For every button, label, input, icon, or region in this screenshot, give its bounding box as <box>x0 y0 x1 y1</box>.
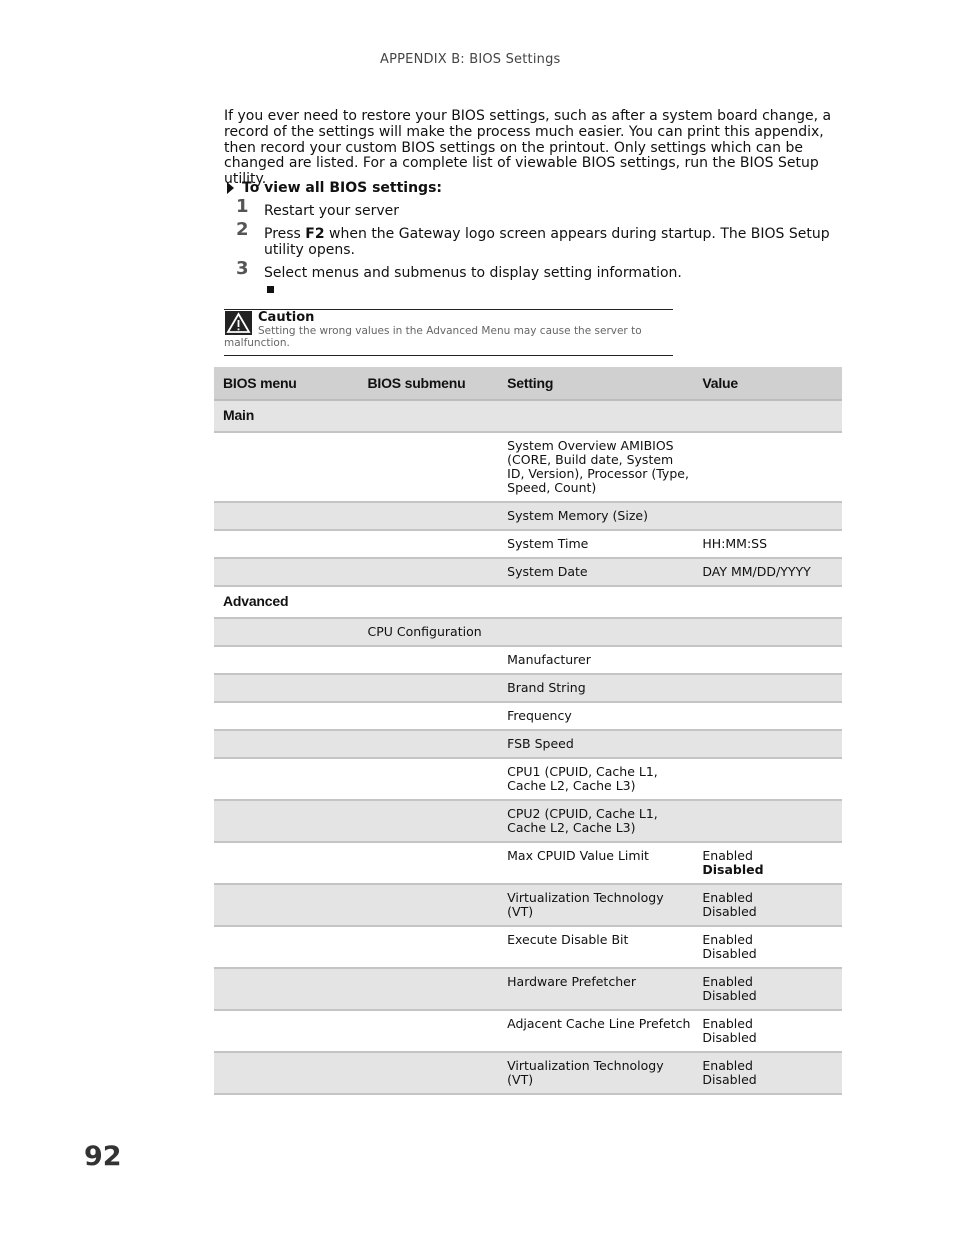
table-row <box>214 730 842 758</box>
setting-cell: Virtualization Technology (VT) <box>498 1052 693 1094</box>
table-row <box>214 968 842 1010</box>
value-option: Disabled <box>702 1030 757 1045</box>
value-cell <box>693 674 842 702</box>
table-row <box>214 1010 842 1052</box>
value-cell <box>693 1010 842 1052</box>
menu-cell <box>214 432 358 502</box>
submenu-cell <box>358 558 498 586</box>
setting-cell: System Overview AMIBIOS (CORE, Build date, System ID, Version), Processor (Type, Speed, Count) <box>498 432 693 502</box>
table-row <box>214 926 842 968</box>
setting-cell: CPU1 (CPUID, Cache L1, Cache L2, Cache L3) <box>498 758 693 800</box>
submenu-cell <box>358 400 498 432</box>
setting-cell <box>498 400 693 432</box>
value-cell <box>693 968 842 1010</box>
value-cell <box>693 502 842 530</box>
caution-box <box>224 309 673 356</box>
submenu-cell <box>358 586 498 618</box>
setting-cell: Adjacent Cache Line Prefetch <box>498 1010 693 1052</box>
value-cell <box>693 432 842 502</box>
caution-title: Caution <box>258 310 315 325</box>
submenu-cell <box>358 432 498 502</box>
page-number: 92 <box>84 1141 122 1172</box>
table-row <box>214 758 842 800</box>
menu-cell <box>214 702 358 730</box>
value-option: Enabled <box>702 1016 753 1031</box>
setting-cell: Max CPUID Value Limit <box>498 842 693 884</box>
caution-text: Setting the wrong values in the Advanced Menu may cause the server to malfunction. <box>224 325 642 349</box>
submenu-cell <box>358 926 498 968</box>
step-text: Select menus and submenus to display setting information. <box>264 265 682 281</box>
triangle-bullet-icon <box>227 182 234 194</box>
setting-cell: System Date <box>498 558 693 586</box>
menu-cell <box>214 842 358 884</box>
header-setting: Setting <box>498 367 693 400</box>
submenu-cell: CPU Configuration <box>358 618 498 646</box>
table-header-row <box>214 367 842 400</box>
table-row <box>214 884 842 926</box>
value-cell <box>693 1052 842 1094</box>
value-cell <box>693 586 842 618</box>
submenu-cell <box>358 530 498 558</box>
table-row <box>214 530 842 558</box>
submenu-cell <box>358 842 498 884</box>
setting-cell: System Memory (Size) <box>498 502 693 530</box>
submenu-cell <box>358 730 498 758</box>
menu-cell: Main <box>214 400 358 432</box>
value-cell <box>693 730 842 758</box>
section-row <box>214 586 842 618</box>
value-option: Disabled <box>702 988 757 1003</box>
menu-cell <box>214 502 358 530</box>
value-option: DAY MM/DD/YYYY <box>702 564 811 579</box>
step-text: Press F2 when the Gateway logo screen appears during startup. The BIOS Setup utility opens. <box>264 226 830 258</box>
table-row <box>214 702 842 730</box>
menu-cell <box>214 618 358 646</box>
table-row <box>214 618 842 646</box>
menu-cell <box>214 926 358 968</box>
table-row <box>214 1052 842 1094</box>
menu-cell <box>214 884 358 926</box>
value-cell <box>693 646 842 674</box>
table-row <box>214 800 842 842</box>
menu-cell <box>214 1052 358 1094</box>
procedure-title-text: To view all BIOS settings: <box>242 180 442 196</box>
table-row <box>214 842 842 884</box>
setting-cell: Virtualization Technology (VT) <box>498 884 693 926</box>
value-cell <box>693 702 842 730</box>
menu-cell <box>214 558 358 586</box>
submenu-cell <box>358 674 498 702</box>
section-row <box>214 400 842 432</box>
setting-cell: Brand String <box>498 674 693 702</box>
table-row <box>214 432 842 502</box>
intro-paragraph: If you ever need to restore your BIOS settings, such as after a system board change, a record of the settings will make the process much easier. You can print this appendix, then record your custom BIOS settings on the printout. Only settings which can be changed are listed. For a complete list of viewable BIOS settings, run the BIOS Setup utility. <box>224 108 832 188</box>
value-option: Enabled <box>702 890 753 905</box>
menu-cell <box>214 800 358 842</box>
value-cell <box>693 758 842 800</box>
value-option: Enabled <box>702 848 753 863</box>
table-row <box>214 646 842 674</box>
value-cell <box>693 842 842 884</box>
menu-cell <box>214 1010 358 1052</box>
value-option: Disabled <box>702 904 757 919</box>
value-cell <box>693 884 842 926</box>
menu-cell <box>214 646 358 674</box>
value-cell <box>693 800 842 842</box>
setting-cell: Frequency <box>498 702 693 730</box>
submenu-cell <box>358 800 498 842</box>
menu-cell <box>214 758 358 800</box>
table-row <box>214 502 842 530</box>
key-f2: F2 <box>305 226 325 242</box>
menu-cell <box>214 968 358 1010</box>
value-option: HH:MM:SS <box>702 536 768 551</box>
setting-cell: Manufacturer <box>498 646 693 674</box>
end-of-procedure-icon <box>267 286 274 293</box>
value-option: Disabled <box>702 1072 757 1087</box>
submenu-cell <box>358 884 498 926</box>
submenu-cell <box>358 502 498 530</box>
menu-cell: Advanced <box>214 586 358 618</box>
step-number: 2 <box>236 219 249 240</box>
submenu-cell <box>358 1010 498 1052</box>
setting-cell: CPU2 (CPUID, Cache L1, Cache L2, Cache L3) <box>498 800 693 842</box>
value-cell <box>693 926 842 968</box>
submenu-cell <box>358 758 498 800</box>
value-cell <box>693 400 842 432</box>
bios-settings-table <box>214 367 842 1095</box>
header-bios-submenu: BIOS submenu <box>358 367 498 400</box>
setting-cell: System Time <box>498 530 693 558</box>
value-cell <box>693 618 842 646</box>
setting-cell <box>498 586 693 618</box>
table-row <box>214 674 842 702</box>
setting-cell: Execute Disable Bit <box>498 926 693 968</box>
header-value: Value <box>693 367 842 400</box>
submenu-cell <box>358 646 498 674</box>
value-option: Enabled <box>702 932 753 947</box>
menu-cell <box>214 674 358 702</box>
value-cell <box>693 558 842 586</box>
value-option: Enabled <box>702 974 753 989</box>
value-option: Enabled <box>702 1058 753 1073</box>
submenu-cell <box>358 968 498 1010</box>
setting-cell: FSB Speed <box>498 730 693 758</box>
procedure-title <box>224 180 442 196</box>
header-bios-menu: BIOS menu <box>214 367 358 400</box>
step-text: Restart your server <box>264 203 400 219</box>
value-option: Disabled <box>702 862 764 877</box>
submenu-cell <box>358 1052 498 1094</box>
submenu-cell <box>358 702 498 730</box>
setting-cell: Hardware Prefetcher <box>498 968 693 1010</box>
menu-cell <box>214 730 358 758</box>
setting-cell <box>498 618 693 646</box>
menu-cell <box>214 530 358 558</box>
running-header: APPENDIX B: BIOS Settings <box>380 52 561 67</box>
step-number: 3 <box>236 258 249 279</box>
table-row <box>214 558 842 586</box>
value-option: Disabled <box>702 946 757 961</box>
step-number: 1 <box>236 196 249 217</box>
value-cell <box>693 530 842 558</box>
